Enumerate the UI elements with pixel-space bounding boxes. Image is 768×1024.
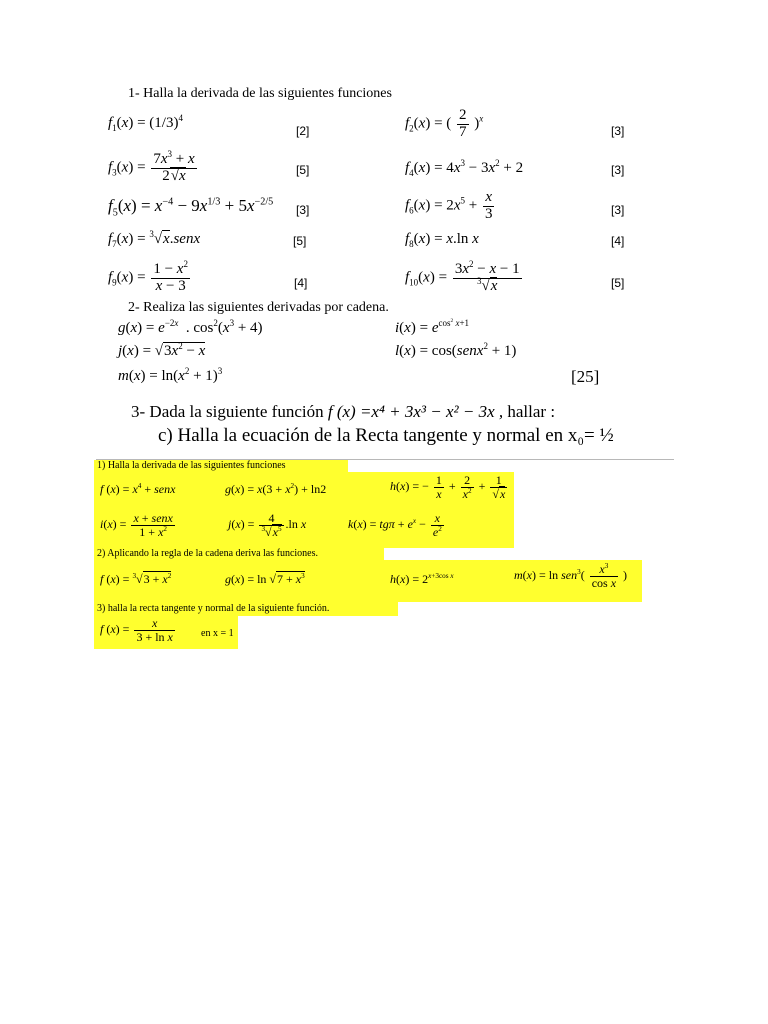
formula-f8: $f_8(x) = x.\ln$ x (405, 231, 479, 249)
formula-f10: $f_{10}(x)$ = $\frac{3x^2 - x - 1}{^3√x}$ (405, 259, 520, 294)
mark-f1: [2] (296, 124, 310, 138)
exercise-3-heading: 3- Dada la siguiente función f (x) =x⁴ + 3x³ − x² − 3x , hallar : (131, 402, 556, 421)
formula-y2-g: $g(x) = \ln √7 + x^3$ (225, 572, 305, 586)
formula-y-k: $k(x) = tg\pi + e^x$ − $\frac{x}{e^2}$ (348, 511, 442, 539)
formula-f4: $f_4(x) = 4x^3 - 3x^2 + 2$ (405, 158, 524, 178)
formula-y-h: h(x) = − $\frac{1}{x}$ + $\frac{2}{x^2}$ + $\frac{1}{√x}$ (390, 473, 506, 501)
formula-f3: $f_3(x)$ = $\frac{7x^3 + x}{2√x}$ (108, 149, 195, 184)
mark-f2: [3] (611, 124, 625, 138)
formula-g: $g(x) = e^{-2x}$ . $\cos^2(x^3 + 4)$ (118, 318, 263, 336)
formula-f7: $f_7(x)$ = $^3$√x.senx (108, 229, 201, 249)
mark-f10: [5] (611, 276, 625, 290)
formula-j: $j(x) = √3x^2 - x$ (118, 341, 206, 359)
formula-y-g: $g(x) = x(3 + x^2) + \ln 2$ (225, 482, 327, 496)
formula-f6: $f_6(x) = 2x^5$ + $\frac{x}{3}$ (405, 189, 493, 222)
formula-y3-f: f (x) = $\frac{x}{\text{3 + ln x}}$ (100, 616, 173, 644)
formula-y2-m: m(x) = ln sen$^3$( $\frac{x^3}{\text{cos x}}$ ) (514, 562, 628, 590)
yellow-heading-1: 1) Halla la derivada de las siguientes funciones (97, 460, 286, 471)
formula-y-i: i(x) = $\frac{\text{x + senx}}{1 + x^2}$ (100, 511, 173, 539)
mark-f7: [5] (293, 234, 307, 248)
formula-f9: $f_9(x)$ = $\frac{1 - x^2}{x - 3}$ (108, 259, 188, 294)
exercise-3c: c) Halla la ecuación de la Recta tangente y normal en x₀= ½ (158, 425, 614, 446)
exercise-1-heading: 1- Halla la derivada de las siguientes funciones (128, 86, 392, 101)
formula-y2-h: $h(x) = 2^{x+3cos x}$ (390, 572, 454, 586)
mark-f8: [4] (611, 234, 625, 248)
yellow-heading-2: 2) Aplicando la regla de la cadena deriva las funciones. (97, 548, 319, 559)
mark-f9: [4] (294, 276, 308, 290)
formula-i: $i(x) = e^{cos^2 x+1}$ (395, 318, 470, 336)
yellow-heading-3: 3) halla la recta tangente y normal de la siguiente función. (97, 603, 330, 614)
formula-y2-f: f $(x) = ^3√3 + x^2$ (100, 572, 172, 586)
formula-l: l(x) = cos(senx$^2$ + 1) (395, 341, 517, 359)
mark-f4: [3] (611, 163, 625, 177)
mark-f3: [5] (296, 163, 310, 177)
exercise-2-heading: 2- Realiza las siguientes derivadas por cadena. (128, 300, 389, 315)
formula-m: $m(x) = \ln(x^2 + 1)^3$ (118, 366, 223, 384)
formula-f2: $f_2(x)$ = ( $\frac{2}{7}$ )$^x$ (405, 107, 484, 140)
formula-y-f: f $(x) = x^4$ + senx (100, 482, 176, 496)
exercise-3-function: f (x) =x⁴ + 3x³ − x² − 3x , (327, 402, 504, 421)
total-marks: [25] (571, 367, 600, 386)
formula-y-j: j(x) = $\frac{4}{^3√x^5}$ .ln x (228, 511, 307, 539)
mark-f5: [3] (296, 203, 310, 217)
mark-f6: [3] (611, 203, 625, 217)
formula-f1: $f_1(x) = (1/3)^4$ (108, 113, 183, 133)
yellow-at-point: en x = 1 (201, 628, 234, 639)
formula-f5: $f_5(x) = x^{-4} - 9x^{1/3} + 5x^{-2/5}$ (108, 196, 274, 219)
